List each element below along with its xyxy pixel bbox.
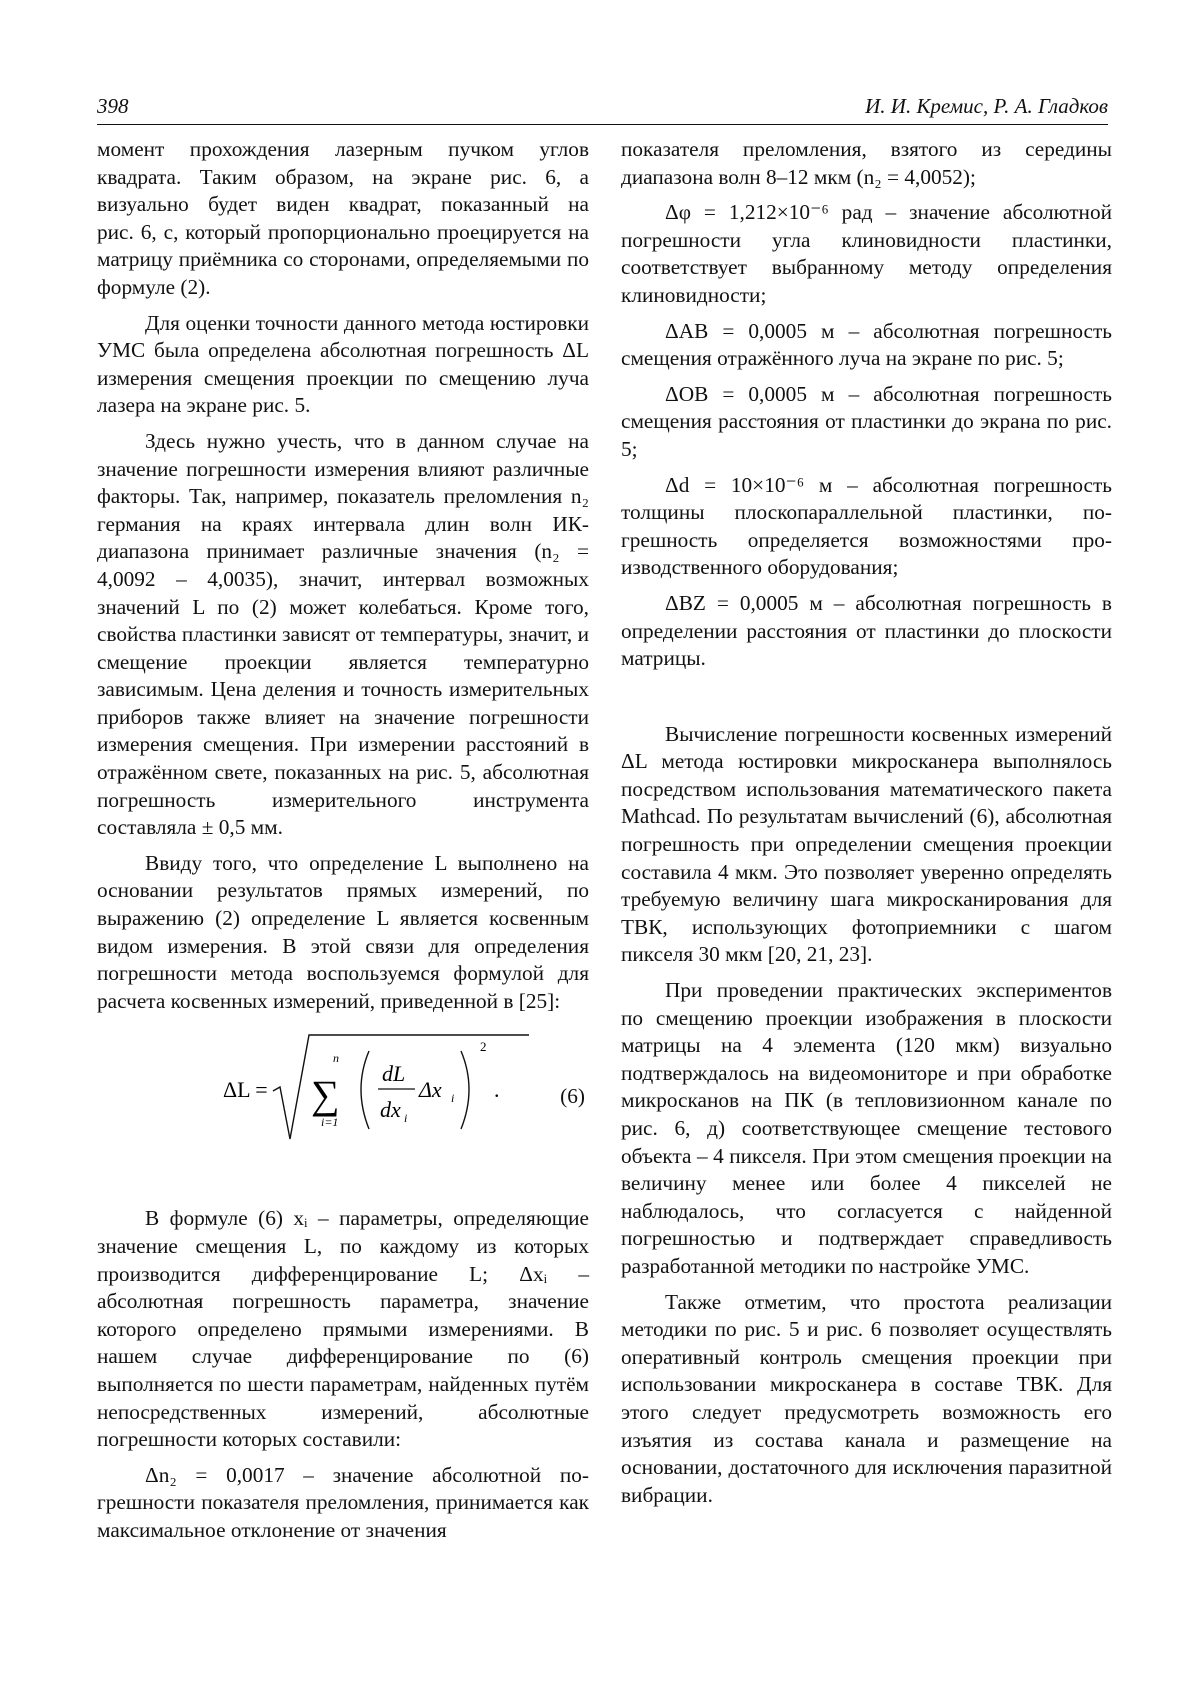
right-paragraph-5: Δd = 10×10⁻⁶ м – абсолютная погрешность толщины плоскопараллельной пластинки, погрешность определяется возможностями производственного оборудования; (621, 472, 1112, 580)
left-paragraph-5: В формуле (6) xᵢ – параметры, определяющие значение смещения L, по каждому из которых производится дифференцирование L; Δxᵢ – абсолютная погрешность параметра, значение которого определено прямыми измерениями. В нашем случае дифференцирование по (6) выполняется по шести параметрам, найденных путём непосредственных измерений, абсолютные погрешности которых составили: (97, 1206, 589, 1452)
sum-upper-limit: n (333, 1051, 339, 1066)
right-paragraph-2: Δφ = 1,212×10⁻⁶ рад – значение абсолютной погрешности угла клиновидности пластинки, соответствует выбранному методу определения клиновидности; (621, 200, 1112, 307)
fraction-numerator: dL (382, 1061, 406, 1087)
summation-sign: ∑ (311, 1072, 340, 1118)
right-paragraph-8: При проведении практических экспериментов по смещению проекции изображения в плоскости матрицы на 4 элемента (120 мкм) визуально подтверждалось на видеомониторе и при обработке микросканов на ПК (в тепловизионном канале по рис. 6, д) соответствующее смещение тестового объекта – 4 пикселя. При этом смещения проекции на величину менее или более 4 пикселей не наблюдалось, что согласуется с найденной погрешностью и подтверждает справедливость разработанной методики по настройке УМС. (621, 978, 1112, 1278)
left-paragraph-4: Ввиду того, что определение L выполнено на основании результатов прямых измерений, по выражению (2) определение L является косвенным видом измерения. В этой связи для определения погрешности метода воспользуемся формулой для расчета косвенных измерений, приведенной в [25]: (97, 850, 589, 1013)
delta-x: Δx (419, 1077, 442, 1103)
formula-period: . (494, 1077, 500, 1103)
formula-lhs: ΔL = (223, 1077, 268, 1103)
left-paragraph-1: момент прохождения лазерным пучком углов квадрата. Таким образом, на экране рис. 6, а визуально будет виден квадрат, показанный на рис. 6, с, который пропорционально проецируется на матрицу приёмника со сторонами, определяемыми по формуле (2). (97, 137, 589, 299)
page-number: 398 (97, 94, 129, 118)
left-paragraph-2: Для оценки точности данного метода юстировки УМС была определена абсолютная погрешность ΔL измерения смещения проекции по смещению луча лазера на экране рис. 5. (97, 310, 589, 418)
right-paragraph-9: Также отметим, что простота реализации методики по рис. 5 и рис. 6 позволяет осуществлять оперативный контроль смещения проекции при использовании микросканера в составе ТВК. Для этого следует предусмотреть возможность его изъятия из состава канала и размещение на основании, достаточного для исключения паразитной вибрации. (621, 1289, 1112, 1507)
sum-lower-limit: i=1 (321, 1115, 339, 1130)
delta-x-subscript: i (451, 1091, 455, 1106)
right-paragraph-6: ΔBZ = 0,0005 м – абсолютная погрешность в определении расстояния от пластинки до плоскости матрицы. (621, 590, 1112, 671)
left-column (97, 136, 589, 1545)
exponent: 2 (480, 1039, 487, 1055)
formula-6 (97, 1029, 589, 1147)
right-paragraph-3: ΔAB = 0,0005 м – абсолютная погрешность смещения отражённого луча на экране по рис. 5; (621, 318, 1112, 371)
left-paragraph-3: Здесь нужно учесть, что в данном случае на значение погрешности измерения влияют различные факторы. Так, например, показатель преломления n₂ германия на краях интервала длин волн ИК-диапазона принимает различные значения (n₂ = 4,0092 – 4,0035), значит, интервал возможных значений L по (2) может колебаться. Кроме того, свойства пластинки зависят от температуры, значит, и смещение проекции является температурно зависимым. Цена деления и точность измерительных приборов также влияет на значение погрешности измерения смещения. При измерении расстояний в отражённом свете, показанных на рис. 5, абсолютная погрешность измерительного инструмента составляла ± 0,5 мм. (97, 428, 589, 840)
right-parenthesis (461, 1051, 469, 1129)
header-rule (97, 124, 1108, 125)
formula-svg (97, 1029, 589, 1147)
fraction-denominator: dx (380, 1097, 401, 1123)
right-paragraph-7: Вычисление погрешности косвенных измерений ΔL метода юстировки микросканера выполнялось посредством использования математического пакета Mathcad. По результатам вычислений (6), абсолютная погрешность при определении смещения проекции составила 4 мкм. Это позволяет уверенно определять требуемую величину шага микросканирования для ТВК, использующих фотоприемники с шагом пикселя 30 мкм [20, 21, 23]. (621, 721, 1112, 967)
running-head-authors: И. И. Кремис, Р. А. Гладков (865, 94, 1108, 118)
left-parenthesis (361, 1051, 369, 1129)
right-paragraph-4: ΔOB = 0,0005 м – абсолютная погрешность смещения расстояния от пластинки до экрана по рис. 5; (621, 381, 1112, 461)
denominator-subscript: i (404, 1111, 408, 1126)
left-paragraph-6: Δn₂ = 0,0017 – значение абсолютной погрешности показателя преломления, принимается как максимальное отклонение от значения (97, 1462, 589, 1542)
right-column (621, 136, 1112, 1509)
equation-number: (6) (560, 1084, 585, 1109)
right-paragraph-1: показателя преломления, взятого из середины диапазона волн 8–12 мкм (n₂ = 4,0052); (621, 137, 1112, 189)
